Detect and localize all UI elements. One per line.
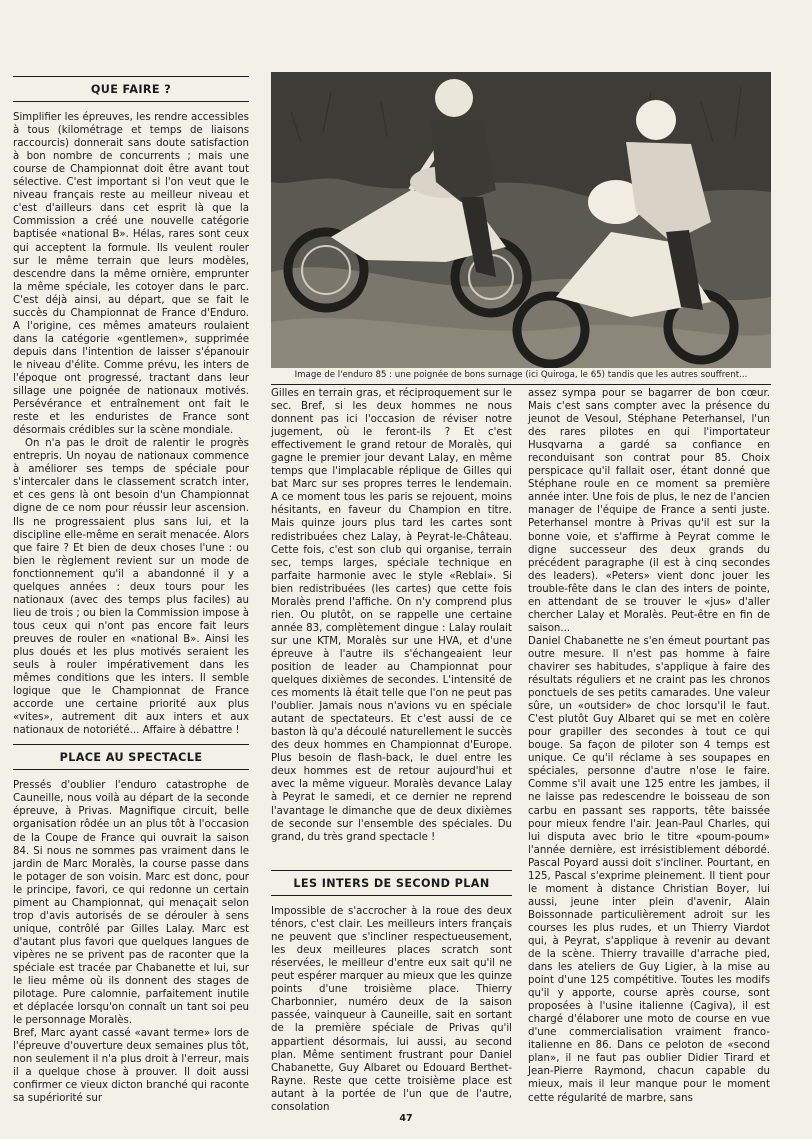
right-column	[528, 387, 770, 1105]
inters-paragraph: Impossible de s'accrocher à la roue des deux ténors, c'est clair. Les meilleurs inters français ne peuvent que s'incliner respectueusement, les deux meilleures places scratch sont réservées, le meilleur d'entre eux sait qu'il ne peut espérer marquer au mieux que les quinze points d'une troisième place. Thierry Charbonnier, numéro deux de la saison passée, vainqueur à Cauneille, sait en sortant de la première spéciale de Privas qu'il appartient désormais, lui aussi, au second plan. Même sentiment frustrant pour Daniel Chabanette, Guy Albaret ou Edouard Berthet-Rayne. Reste que cette troisième place est autant à la portée de l'un que de l'autre, consolation	[271, 906, 512, 1113]
photo-caption: Image de l'enduro 85 : une poignée de bons surnage (ici Quiroga, le 65) tandis que les autres souffrent...	[271, 368, 771, 385]
spectacle-paragraph-1: Pressés d'oublier l'enduro catastrophe de Cauneille, nous voilà au départ de la seconde épreuve, à Privas. Magnifique circuit, belle organisation rôdée un an plus tôt à l'occasion de la Coupe de France qui ouvrait la saison 84. Si nous ne sommes pas vraiment dans le jardin de Marc Moralès, la course passe dans le potager de son voisin. Marc est donc, pour le principe, favori, ce qui redonne un certain piment au Championnat, qui menaçait selon trop d'avis autorisés de se dérouler à sens unique, contrôlé par Gilles Lalay. Marc est d'autant plus favori que quelques langues de vipères ne se privent pas de raconter que la spéciale est tracée par Chabanette et lui, sur le lieu même où ils donnent des stages de pilotage. Pure calomnie, parfaitement inutile et déplacée lorsqu'on connaît un tant soi peu le personnage Moralès.	[13, 780, 249, 1027]
heading-place-au-spectacle: PLACE AU SPECTACLE	[13, 744, 249, 770]
spectacle-paragraph-2: Bref, Marc ayant cassé «avant terme» lors de l'épreuve d'ouverture deux semaines plus tôt, non seulement il n'a plus droit à l'erreur, mais il a quelque chose à prouver. Il doit aussi confirmer ce vieux dicton branché qui raconte sa supériorité sur	[13, 1028, 250, 1105]
right-paragraph-1: assez sympa pour se bagarrer de bon cœur. Mais c'est sans compter avec la présence du jeunot de Vesoul, Stéphane Peterhansel, l'un des rares pilotes en qui l'importateur Husqvarna a gardé sa confiance en reconduisant son contrat pour 85. Choix perspicace qu'il fallait oser, étant donné que Stéphane roule en ce moment sa première année inter. Une fois de plus, le nez de l'ancien manager de l'équipe de France a senti juste. Peterhansel montre à Privas qu'il est sur la bonne voie, et s'affirme à Peyrat comme le digne successeur des deux grands du précédent paragraphe (il est à cinq secondes des leaders). «Peters» vient donc jouer les trouble-fête dans le clan des inters de pointe, en attendant de se trouver le «jus» d'aller chercher Lalay et Moralès. Peut-être en fin de saison...	[528, 388, 770, 634]
heading-que-faire: QUE FAIRE ?	[13, 76, 249, 102]
heading-inters-second-plan: LES INTERS DE SECOND PLAN	[271, 870, 512, 896]
right-paragraph-2: Daniel Chabanette ne s'en émeut pourtant pas outre mesure. Il n'est pas homme à faire chavirer ses habitudes, s'applique à faire des résultats réguliers et ne craint pas les chronos ponctuels de ses petits camarades. Une valeur sûre, un «outsider» de choc lorsqu'il le faut. C'est plutôt Guy Albaret qui se met en colère pour grapiller des secondes à tout ce qui bouge. Sa façon de piloter son 4 temps est unique. Ce qu'il réclame à ses soupapes en spéciales, personne d'autre n'ose le faire. Comme s'il avait une 125 entre les jambes, il ne laisse pas redescendre le boisseau de son carbu en passant ses rapports, tête baissée pour mieux fendre l'air. Jean-Paul Charles, qui lui disputa avec brio le titre «poum-poum» l'année dernière, est irrésistiblement débordé. Pascal Poyard aussi doit s'incliner. Pourtant, en 125, Pascal s'exprime pleinement. Il tient pour le moment à distance Christian Boyer, lui aussi, jeune inter plein d'avenir, Alain Boissonnade particulièrement adroit sur les courses les plus rudes, et un Thierry Viardot qui, à Peyrat, s'applique à revenir au devant de la scène. Thierry travaille d'arrache pied, dans les ateliers de Guy Ligier, à la mise au point d'une 125 compétitive. Toutes les modifs qu'il y apporte, course après course, sont proposées à l'usine italienne (Cagiva), il est chargé d'élaborer une moto de course en vue d'une commercialisation vraiment franco-italienne en 86. Dans ce peloton de «second plan», il ne faut pas oublier Didier Tirard et Jean-Pierre Raymond, chacun capable du mieux, mais il leur manque pour le moment cette régularité de marbre, sans	[528, 635, 770, 1104]
inters-section	[271, 866, 512, 1114]
middle-column	[271, 387, 512, 844]
middle-column-text: Gilles en terrain gras, et réciproquement sur le sec. Bref, si les deux hommes ne nous donnent pas ici l'occasion de réviser notre jugement, où le feront-ils ? Et c'est effectivement le grand retour de Moralès, qui gagne le premier jour devant Lalay, en même temps que l'implacable réplique de Gilles qui bat Marc sur ses propres terres le lendemain. A ce moment tous les paris se rejouent, moins hésitants, en faveur du Champion en titre. Mais quinze jours plus tard les cartes sont redistribuées chez Lalay, à Peyrat-le-Château. Cette fois, c'est son club qui organise, terrain sec, temps larges, spéciale technique en parfaite harmonie avec le style «Reblai». Si bien redistribuées (les cartes) que cette fois Moralès prend l'affiche. On n'y comprend plus rien. Ou plutôt, on se rappelle une certaine année 83, complètement dingue : Lalay roulait sur une KTM, Moralès sur une HVA, et d'une épreuve à l'autre ils s'échangeaient leur position de leader au Championnat pour quelques dixièmes de secondes. L'intensité de ces moments là était telle que l'on ne peut pas l'oublier. Jamais nous n'avions vu en spéciale autant de spectateurs. Et c'est aussi de ce baston là qu'a découlé naturellement le succès des deux hommes en Championnat d'Europe. Plus besoin de flash-back, le duel entre les deux hommes est de retour aujourd'hui et avec la même vigueur. Moralès devance Lalay à Peyrat le samedi, et ce dernier ne reprend l'avantage le dimanche que de deux dixièmes de seconde sur l'ensemble des spéciales. Du grand, du très grand spectacle !	[271, 388, 512, 843]
que-faire-paragraph-1: Simplifier les épreuves, les rendre accessibles à tous (kilométrage et temps de liaisons raccourcis) donnerait sans doute satisfaction à bon nombre de concurrents ; mais une course de Championnat doit être avant tout sélective. C'est important si l'on veut que le niveau français reste au meilleur niveau et c'est d'ailleurs dans cet esprit là que la Commission a créé une nouvelle catégorie baptisée «national B». Hélas, rares sont ceux qui acceptent la formule. Ils veulent rouler sur le même terrain que leurs modèles, descendre dans la même ornière, emprunter la même spéciale, les cotoyer dans le parc. C'est déjà ainsi, au départ, que se fait le succès du Championnat de France d'Enduro. A l'origine, ces mêmes amateurs roulaient dans la catégorie «gentlemen», supprimée depuis dans l'intention de laisser s'épanouir le niveau d'élite. Comme prévu, les inters de l'époque ont progressé, tractant dans leur sillage une poignée de nationaux motivés. Persévérance et entraînement ont fait le reste et les enduristes de France sont désormais crédibles sur la scène mondiale.	[13, 112, 249, 437]
left-column	[13, 72, 249, 1106]
enduro-photo	[271, 72, 771, 368]
enduro-riders-illustration	[271, 72, 771, 368]
page-number: 47	[399, 1113, 413, 1124]
que-faire-paragraph-2: On n'a pas le droit de ralentir le progrès entrepris. Un noyau de nationaux commence à améliorer ses temps de spéciale pour s'intercaler dans le classement scratch inter, et ces gens là ont besoin d'un Championnat digne de ce nom pour réussir leur ascension. Ils ne progressaient plus sans lui, et la discipline elle-même en serait menacée. Alors que faire ? Et bien de deux choses l'une : ou bien le règlement revient sur un mode de fonctionnement qu'il a abandonné il y a quelques années : deux tours pour les nationaux (avec des temps plus faciles) au lieu de trois ; ou bien la Commission impose à tous ceux qui n'ont pas encore fait leurs preuves de rouler en «national B». Ainsi les plus doués et les plus motivés seraient les seuls à rouler impérativement dans les mêmes conditions que les inters. Il semble logique que le Championnat de France accorde une certaine priorité aux plus «vites», autrement dit aux inters et aux nationaux de notoriété... Affaire à débattre !	[13, 438, 249, 737]
